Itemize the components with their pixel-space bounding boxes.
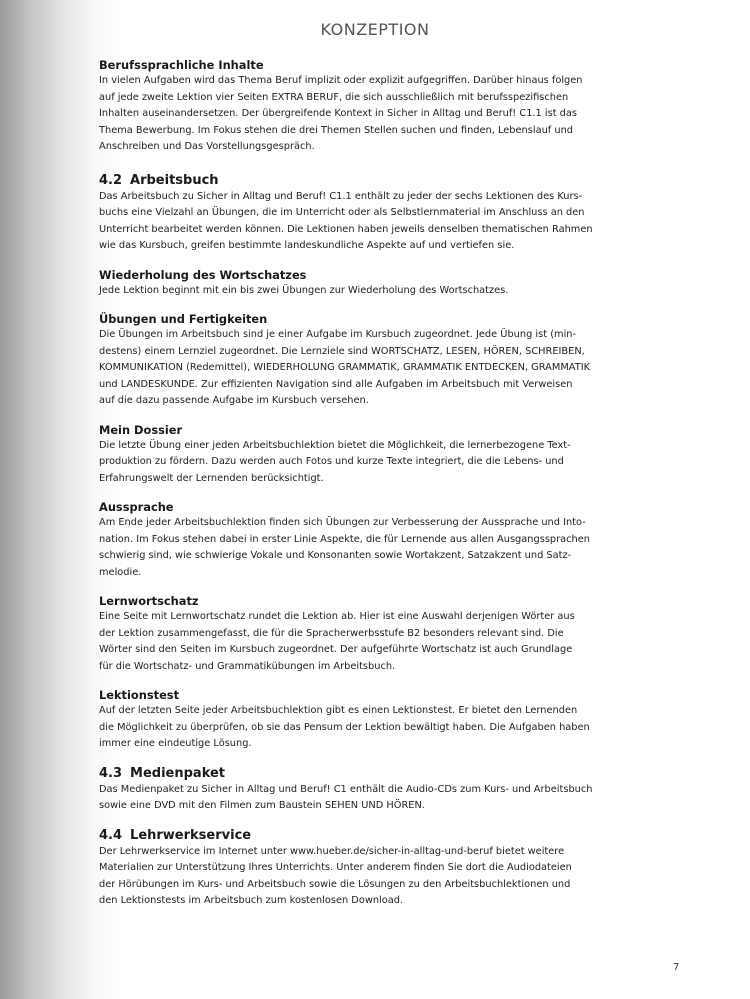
text-line: immer eine eindeutige Lösung. — [99, 738, 252, 749]
section-lernwortschatz — [99, 593, 644, 675]
paragraph — [99, 844, 644, 910]
text-line: produktion zu fördern. Dazu werden auch Fotos und kurze Texte integriert, die die Lebens- und — [99, 456, 564, 467]
section-arbeitsbuch — [99, 172, 644, 255]
section-number: 4.2 — [99, 172, 123, 188]
section-wiederholung — [99, 267, 644, 300]
text-line: sowie eine DVD mit den Filmen zum Baustein SEHEN UND HÖREN. — [99, 800, 425, 811]
section-number: 4.3 — [99, 765, 123, 781]
page-header: KONZEPTION — [320, 20, 430, 39]
section-medienpaket — [99, 765, 644, 815]
text-line: wie das Kursbuch, greifen bestimmte landeskundliche Aspekte auf und vertiefen sie. — [99, 240, 515, 251]
text-line: Der Lehrwerkservice im Internet unter www.hueber.de/sicher-in-alltag-und-beruf bietet weitere — [99, 845, 565, 857]
paragraph — [99, 73, 644, 156]
text-line: Materialien zur Unterstützung Ihres Unterrichts. Unter anderem finden Sie dort die Audiodateien — [99, 862, 572, 873]
section-heading — [99, 765, 644, 782]
text-line: Wörter sind den Seiten im Kursbuch zugeordnet. Der aufgeführte Wortschatz ist auch Grundlage — [99, 644, 573, 655]
section-aussprache — [99, 499, 644, 581]
section-title: Lehrwerkservice — [130, 827, 252, 843]
paragraph — [99, 327, 644, 410]
text-line: schwierig sind, wie schwierige Vokale und Konsonanten sowie Wortakzent, Satzakzent und Satz- — [99, 550, 572, 561]
text-line: der Lektion zusammengefasst, die für die Spracherwerbsstufe B2 besonders relevant sind. Die — [99, 627, 564, 639]
text-line: und LANDESKUNDE. Zur effizienten Navigation sind alle Aufgaben im Arbeitsbuch mit Verweisen — [99, 378, 573, 390]
text-line: Anschreiben und Das Vorstellungsgespräch. — [99, 141, 315, 152]
section-title: Arbeitsbuch — [130, 172, 219, 188]
paragraph — [99, 782, 644, 815]
paragraph — [99, 438, 644, 488]
section-heading: Lernwortschatz — [99, 594, 199, 608]
section-title: Medienpaket — [130, 765, 226, 781]
text-line: Das Medienpaket zu Sicher in Alltag und Beruf! C1 enthält die Audio-CDs zum Kurs- und Arbeitsbuch — [99, 783, 593, 795]
paragraph — [99, 703, 644, 753]
text-line: KOMMUNIKATION (Redemittel), WIEDERHOLUNG GRAMMATIK, GRAMMATIK ENTDECKEN, GRAMMATIK — [99, 362, 591, 373]
text-line: Erfahrungswelt der Lernenden berücksichtigt. — [99, 472, 324, 484]
section-heading: Aussprache — [99, 500, 174, 514]
section-heading: Wiederholung des Wortschatzes — [99, 267, 307, 282]
text-line: Eine Seite mit Lernwortschatz rundet die Lektion ab. Hier ist eine Auswahl derjenigen Wörter aus — [99, 611, 575, 622]
text-line: Inhalten auseinandersetzen. Der übergreifende Kontext in Sicher in Alltag und Beruf! C1.1 ist das — [99, 108, 577, 119]
section-mein-dossier — [99, 422, 644, 488]
text-line: Thema Bewerbung. Im Fokus stehen die drei Themen Stellen suchen und finden, Lebenslauf und — [99, 124, 573, 136]
text-line: nation. Im Fokus stehen dabei in erster Linie Aspekte, die für Lernende aus allen Ausgangssprachen — [99, 533, 591, 545]
paragraph — [99, 189, 644, 255]
section-number: 4.4 — [99, 827, 123, 843]
paragraph — [99, 515, 644, 581]
text-line: Das Arbeitsbuch zu Sicher in Alltag und Beruf! C1.1 enthält zu jeder der sechs Lektionen des Kurs- — [99, 190, 583, 202]
text-line: auf jede zweite Lektion vier Seiten EXTRA BERUF, die sich ausschließlich mit berufsspezifischen — [99, 91, 569, 103]
page-number: 7 — [673, 962, 680, 973]
text-line: den Lektionstests im Arbeitsbuch zum kostenlosen Download. — [99, 895, 404, 906]
section-lehrwerkservice — [99, 827, 644, 910]
section-heading: Berufssprachliche Inhalte — [99, 58, 264, 72]
text-line: der Hörübungen im Kurs- und Arbeitsbuch sowie die Lösungen zu den Arbeitsbuchlektionen und — [99, 878, 571, 890]
text-line: auf die dazu passende Aufgabe im Kursbuch versehen. — [99, 395, 369, 406]
text-line: Unterricht bearbeitet werden können. Die Lektionen haben jeweils denselben thematischen Rahmen — [99, 223, 593, 235]
paragraph — [99, 609, 644, 675]
text-line: In vielen Aufgaben wird das Thema Beruf implizit oder explizit aufgegriffen. Darüber hinaus folgen — [99, 75, 583, 86]
text-line: Die letzte Übung einer jeden Arbeitsbuchlektion bietet die Möglichkeit, die lernerbezogene Text- — [99, 439, 571, 451]
text-line: die Möglichkeit zu überprüfen, ob sie das Pensum der Lektion bewältigt haben. Die Aufgaben haben — [99, 721, 590, 733]
section-uebungen — [99, 311, 644, 410]
section-lektionstest — [99, 687, 644, 753]
text-line: destens) einem Lernziel zugeordnet. Die Lernziele sind WORTSCHATZ, LESEN, HÖREN, SCHREIBEN, — [99, 345, 585, 357]
text-line: Die Übungen im Arbeitsbuch sind je einer Aufgabe im Kursbuch zugeordnet. Jede Übung ist (min- — [99, 329, 577, 340]
text-line: melodie. — [99, 566, 142, 578]
text-line: für die Wortschatz- und Grammatikübungen im Arbeitsbuch. — [99, 660, 396, 672]
section-heading — [99, 172, 644, 189]
section-heading — [99, 827, 644, 844]
text-line: Am Ende jeder Arbeitsbuchlektion finden sich Übungen zur Verbesserung der Aussprache und Into- — [99, 517, 586, 528]
section-heading: Übungen und Fertigkeiten — [99, 312, 268, 326]
section-heading: Mein Dossier — [99, 422, 183, 437]
section-berufssprachliche-inhalte — [99, 57, 644, 156]
paragraph — [99, 283, 644, 300]
section-heading: Lektionstest — [99, 688, 180, 702]
document-body — [99, 57, 644, 910]
text-line: Auf der letzten Seite jeder Arbeitsbuchlektion gibt es einen Lektionstest. Er bietet den Lernenden — [99, 705, 578, 716]
text-line: buchs eine Vielzahl an Übungen, die im Unterricht oder als Selbstlernmaterial im Anschluss an den — [99, 207, 585, 218]
text-line: Jede Lektion beginnt mit ein bis zwei Übungen zur Wiederholung des Wortschatzes. — [99, 284, 509, 296]
